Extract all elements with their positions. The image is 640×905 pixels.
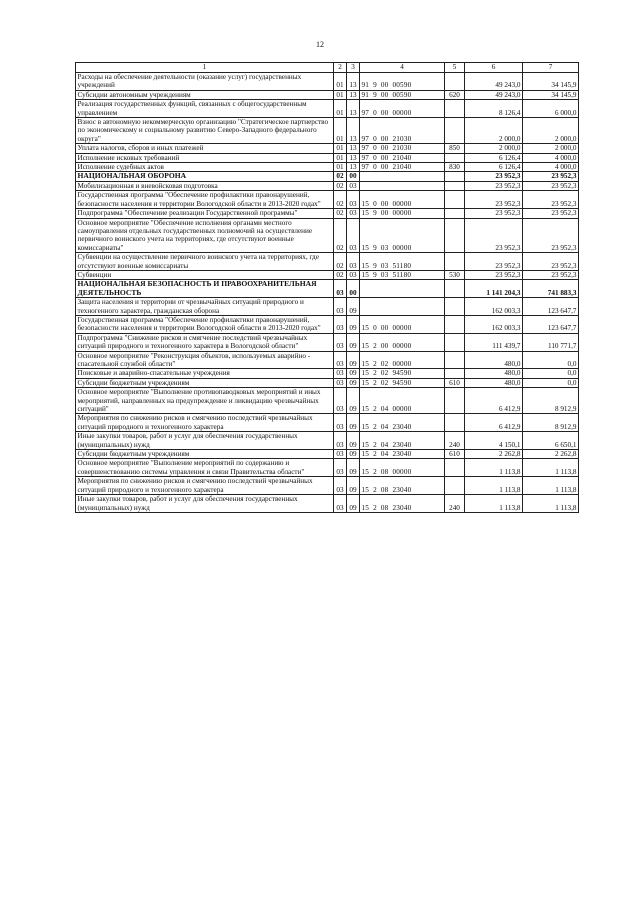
row-section: 03 xyxy=(334,495,347,513)
row-amount-year1: 480,0 xyxy=(465,369,523,378)
header-cell: 5 xyxy=(445,63,465,73)
row-target-article: 15 2 04 23040 xyxy=(360,450,445,459)
row-section: 01 xyxy=(334,153,347,162)
table-row xyxy=(76,315,579,333)
row-expense-type: 830 xyxy=(445,163,465,172)
row-description: Подпрограмма "Обеспечение реализации Государственной программы" xyxy=(76,209,334,218)
row-target-article: 97 0 00 21030 xyxy=(360,144,445,153)
row-description: Мероприятия по снижению рисков и смягчению последствий чрезвычайных ситуаций природного и техногенного характера xyxy=(76,477,334,495)
row-amount-year2: 4 000,0 xyxy=(523,163,579,172)
row-section: 03 xyxy=(334,477,347,495)
row-subsection: 09 xyxy=(347,369,360,378)
row-amount-year1: 480,0 xyxy=(465,378,523,387)
row-amount-year2: 6 650,1 xyxy=(523,432,579,450)
table-row xyxy=(76,495,579,513)
row-expense-type: 240 xyxy=(445,495,465,513)
row-amount-year2: 23 952,3 xyxy=(523,218,579,253)
table-row xyxy=(76,298,579,316)
row-section: 03 xyxy=(334,432,347,450)
row-section: 03 xyxy=(334,414,347,432)
row-description: Защита населения и территории от чрезвычайных ситуаций природного и техногенного характера, гражданская оборона xyxy=(76,298,334,316)
table-row xyxy=(76,477,579,495)
row-amount-year2: 123 647,7 xyxy=(523,298,579,316)
row-target-article: 97 0 00 21030 xyxy=(360,118,445,144)
row-expense-type: 610 xyxy=(445,378,465,387)
row-subsection: 03 xyxy=(347,253,360,271)
table-row xyxy=(76,378,579,387)
row-description: Субсидии бюджетным учреждениям xyxy=(76,450,334,459)
row-amount-year1: 2 000,0 xyxy=(465,118,523,144)
row-subsection: 09 xyxy=(347,495,360,513)
row-subsection: 03 xyxy=(347,270,360,279)
row-subsection: 09 xyxy=(347,414,360,432)
row-target-article: 97 0 00 00000 xyxy=(360,100,445,118)
header-cell: 2 xyxy=(334,63,347,73)
row-subsection: 13 xyxy=(347,100,360,118)
row-amount-year2: 0,0 xyxy=(523,369,579,378)
row-amount-year1: 23 952,3 xyxy=(465,209,523,218)
budget-table xyxy=(75,62,579,513)
row-subsection: 13 xyxy=(347,163,360,172)
row-expense-type xyxy=(445,459,465,477)
row-target-article: 15 9 03 51180 xyxy=(360,253,445,271)
row-target-article: 15 9 03 00000 xyxy=(360,218,445,253)
row-amount-year1: 6 126,4 xyxy=(465,153,523,162)
row-amount-year1: 2 262,8 xyxy=(465,450,523,459)
row-subsection: 00 xyxy=(347,172,360,181)
row-amount-year1: 111 439,7 xyxy=(465,333,523,351)
row-target-article: 15 9 03 51180 xyxy=(360,270,445,279)
row-expense-type xyxy=(445,172,465,181)
row-section: 03 xyxy=(334,450,347,459)
row-amount-year2: 0,0 xyxy=(523,351,579,369)
row-target-article: 91 9 00 00590 xyxy=(360,73,445,91)
row-subsection: 09 xyxy=(347,477,360,495)
row-amount-year2: 1 113,8 xyxy=(523,459,579,477)
row-target-article: 91 9 00 00590 xyxy=(360,90,445,99)
table-row xyxy=(76,73,579,91)
row-amount-year2: 123 647,7 xyxy=(523,315,579,333)
row-expense-type xyxy=(445,388,465,414)
row-description: Поисковые и аварийно-спасательные учреждения xyxy=(76,369,334,378)
row-section: 02 xyxy=(334,172,347,181)
row-section: 03 xyxy=(334,280,347,298)
row-target-article: 15 2 04 23040 xyxy=(360,414,445,432)
row-expense-type xyxy=(445,118,465,144)
row-amount-year2: 741 883,3 xyxy=(523,280,579,298)
row-amount-year1: 49 243,0 xyxy=(465,90,523,99)
row-section: 03 xyxy=(334,315,347,333)
row-expense-type xyxy=(445,280,465,298)
header-cell: 3 xyxy=(347,63,360,73)
row-expense-type: 850 xyxy=(445,144,465,153)
row-subsection: 13 xyxy=(347,90,360,99)
row-amount-year1: 1 113,8 xyxy=(465,495,523,513)
row-target-article: 15 2 00 00000 xyxy=(360,333,445,351)
row-amount-year1: 23 952,3 xyxy=(465,253,523,271)
row-subsection: 09 xyxy=(347,459,360,477)
row-amount-year1: 162 003,3 xyxy=(465,315,523,333)
row-amount-year1: 49 243,0 xyxy=(465,73,523,91)
table-row xyxy=(76,90,579,99)
table-row xyxy=(76,191,579,209)
row-subsection: 13 xyxy=(347,153,360,162)
table-row xyxy=(76,388,579,414)
row-description: Расходы на обеспечение деятельности (оказание услуг) государственных учреждений xyxy=(76,73,334,91)
row-amount-year2: 23 952,3 xyxy=(523,209,579,218)
row-subsection: 13 xyxy=(347,73,360,91)
row-section: 01 xyxy=(334,163,347,172)
row-section: 02 xyxy=(334,218,347,253)
row-amount-year2: 23 952,3 xyxy=(523,253,579,271)
header-row xyxy=(76,63,579,73)
row-subsection: 03 xyxy=(347,209,360,218)
row-section: 03 xyxy=(334,369,347,378)
row-section: 01 xyxy=(334,90,347,99)
row-amount-year1: 480,0 xyxy=(465,351,523,369)
row-section: 02 xyxy=(334,209,347,218)
row-amount-year1: 6 126,4 xyxy=(465,163,523,172)
table-row xyxy=(76,414,579,432)
row-amount-year2: 34 145,9 xyxy=(523,90,579,99)
row-section: 03 xyxy=(334,459,347,477)
row-target-article: 15 2 08 23040 xyxy=(360,477,445,495)
table-row xyxy=(76,209,579,218)
row-amount-year1: 2 000,0 xyxy=(465,144,523,153)
table-row xyxy=(76,163,579,172)
table-body xyxy=(76,73,579,513)
row-description: Исполнение исковых требований xyxy=(76,153,334,162)
row-subsection: 09 xyxy=(347,333,360,351)
row-amount-year1: 23 952,3 xyxy=(465,218,523,253)
row-target-article: 15 2 08 23040 xyxy=(360,495,445,513)
row-section: 03 xyxy=(334,333,347,351)
row-description: Государственная программа "Обеспечение профилактики правонарушений, безопасности населения и территории Вологодской области в 2013-2020 годах" xyxy=(76,191,334,209)
row-section: 03 xyxy=(334,378,347,387)
row-description: НАЦИОНАЛЬНАЯ БЕЗОПАСНОСТЬ И ПРАВООХРАНИТЕЛЬНАЯ ДЕЯТЕЛЬНОСТЬ xyxy=(76,280,334,298)
row-target-article: 15 2 04 23040 xyxy=(360,432,445,450)
row-amount-year1: 23 952,3 xyxy=(465,191,523,209)
row-expense-type xyxy=(445,73,465,91)
row-section: 03 xyxy=(334,388,347,414)
row-description: Реализация государственных функций, связанных с общегосударственным управлением xyxy=(76,100,334,118)
row-amount-year1: 1 113,8 xyxy=(465,459,523,477)
row-subsection: 09 xyxy=(347,388,360,414)
row-description: Мобилизационная и вневойсковая подготовка xyxy=(76,181,334,190)
row-description: Субсидии бюджетным учреждениям xyxy=(76,378,334,387)
row-target-article: 15 0 00 00000 xyxy=(360,191,445,209)
row-amount-year1: 1 141 204,3 xyxy=(465,280,523,298)
row-description: НАЦИОНАЛЬНАЯ ОБОРОНА xyxy=(76,172,334,181)
row-target-article xyxy=(360,280,445,298)
row-amount-year2: 110 771,7 xyxy=(523,333,579,351)
row-description: Государственная программа "Обеспечение профилактики правонарушений, безопасности населения и территории Вологодской области в 2013-2020 годах" xyxy=(76,315,334,333)
row-amount-year1: 162 003,3 xyxy=(465,298,523,316)
table-row xyxy=(76,432,579,450)
row-expense-type xyxy=(445,209,465,218)
row-subsection: 09 xyxy=(347,315,360,333)
table-row xyxy=(76,153,579,162)
section-total-row xyxy=(76,172,579,181)
row-description: Мероприятия по снижению рисков и смягчению последствий чрезвычайных ситуаций природного и техногенного характера xyxy=(76,414,334,432)
table-row xyxy=(76,144,579,153)
row-expense-type xyxy=(445,333,465,351)
row-section: 01 xyxy=(334,144,347,153)
row-expense-type xyxy=(445,181,465,190)
row-target-article: 97 0 00 21040 xyxy=(360,153,445,162)
row-expense-type xyxy=(445,191,465,209)
row-subsection: 09 xyxy=(347,432,360,450)
row-expense-type xyxy=(445,253,465,271)
header-cell: 4 xyxy=(360,63,445,73)
row-amount-year2: 8 912,9 xyxy=(523,388,579,414)
header-cell: 6 xyxy=(465,63,523,73)
table-row xyxy=(76,450,579,459)
table-row xyxy=(76,333,579,351)
row-amount-year2: 2 000,0 xyxy=(523,144,579,153)
table-row xyxy=(76,253,579,271)
table-row xyxy=(76,181,579,190)
row-amount-year1: 23 952,3 xyxy=(465,172,523,181)
row-amount-year1: 23 952,3 xyxy=(465,270,523,279)
row-target-article: 15 9 00 00000 xyxy=(360,209,445,218)
row-amount-year2: 2 262,8 xyxy=(523,450,579,459)
row-amount-year2: 6 000,0 xyxy=(523,100,579,118)
row-description: Субвенции на осуществление первичного воинского учета на территориях, где отсутствуют военные комиссариаты xyxy=(76,253,334,271)
table-row xyxy=(76,459,579,477)
row-target-article xyxy=(360,181,445,190)
row-description: Основное мероприятие "Реконструкция объектов, используемых аварийно - спасательной службой области" xyxy=(76,351,334,369)
row-amount-year1: 4 150,1 xyxy=(465,432,523,450)
row-description: Субвенции xyxy=(76,270,334,279)
row-expense-type xyxy=(445,218,465,253)
row-expense-type: 240 xyxy=(445,432,465,450)
row-subsection: 03 xyxy=(347,181,360,190)
row-expense-type: 620 xyxy=(445,90,465,99)
row-section: 02 xyxy=(334,191,347,209)
row-expense-type: 530 xyxy=(445,270,465,279)
table-row xyxy=(76,369,579,378)
row-description: Основное мероприятие "Выполнение мероприятий по содержанию и совершенствованию системы управления и связи Правительства области" xyxy=(76,459,334,477)
row-target-article: 15 0 00 00000 xyxy=(360,315,445,333)
row-expense-type xyxy=(445,414,465,432)
row-amount-year2: 34 145,9 xyxy=(523,73,579,91)
row-description: Иные закупки товаров, работ и услуг для обеспечения государственных (муниципальных) нужд xyxy=(76,495,334,513)
row-description: Основное мероприятие "Обеспечение исполнения органами местного самоуправления отдельных государственных полномочий на осуществление первичного воинского учета на территориях, где отсутствуют военные комиссариаты" xyxy=(76,218,334,253)
row-amount-year2: 23 952,3 xyxy=(523,191,579,209)
row-amount-year2: 2 000,0 xyxy=(523,118,579,144)
row-description: Исполнение судебных актов xyxy=(76,163,334,172)
row-amount-year2: 23 952,3 xyxy=(523,172,579,181)
header-cell: 1 xyxy=(76,63,334,73)
row-amount-year1: 6 412,9 xyxy=(465,388,523,414)
table-row xyxy=(76,218,579,253)
row-amount-year1: 8 126,4 xyxy=(465,100,523,118)
row-subsection: 09 xyxy=(347,298,360,316)
row-subsection: 09 xyxy=(347,351,360,369)
row-subsection: 09 xyxy=(347,450,360,459)
row-amount-year1: 1 113,8 xyxy=(465,477,523,495)
row-description: Взнос в автономную некоммерческую организацию "Стратегическое партнерство по экономическому и социальному развитию Северо-Западного федерального округа" xyxy=(76,118,334,144)
table-row xyxy=(76,270,579,279)
row-expense-type xyxy=(445,477,465,495)
row-amount-year2: 1 113,8 xyxy=(523,495,579,513)
table-row xyxy=(76,100,579,118)
row-expense-type xyxy=(445,153,465,162)
row-section: 02 xyxy=(334,253,347,271)
row-description: Основное мероприятие "Выполнение противопаводковых мероприятий и иных мероприятий, направленных на предупреждение и ликвидацию чрезвычайных ситуаций" xyxy=(76,388,334,414)
row-section: 03 xyxy=(334,351,347,369)
row-target-article xyxy=(360,298,445,316)
row-description: Подпрограмма "Снижение рисков и смягчение последствий чрезвычайных ситуаций природного и техногенного характера в Вологодской области" xyxy=(76,333,334,351)
row-amount-year2: 1 113,8 xyxy=(523,477,579,495)
table-row xyxy=(76,118,579,144)
header-cell: 7 xyxy=(523,63,579,73)
row-amount-year2: 4 000,0 xyxy=(523,153,579,162)
row-target-article: 15 2 02 94590 xyxy=(360,378,445,387)
row-amount-year2: 0,0 xyxy=(523,378,579,387)
row-section: 01 xyxy=(334,118,347,144)
row-amount-year1: 6 412,9 xyxy=(465,414,523,432)
row-subsection: 03 xyxy=(347,218,360,253)
row-amount-year1: 23 952,3 xyxy=(465,181,523,190)
row-subsection: 00 xyxy=(347,280,360,298)
row-target-article: 15 2 04 00000 xyxy=(360,388,445,414)
row-amount-year2: 23 952,3 xyxy=(523,270,579,279)
row-section: 03 xyxy=(334,298,347,316)
section-total-row xyxy=(76,280,579,298)
row-subsection: 03 xyxy=(347,191,360,209)
row-expense-type xyxy=(445,369,465,378)
row-section: 02 xyxy=(334,181,347,190)
row-section: 01 xyxy=(334,73,347,91)
table-row xyxy=(76,351,579,369)
row-description: Субсидии автономным учреждениям xyxy=(76,90,334,99)
row-expense-type xyxy=(445,100,465,118)
row-target-article xyxy=(360,172,445,181)
row-amount-year2: 8 912,9 xyxy=(523,414,579,432)
page-number: 12 xyxy=(316,40,324,49)
row-target-article: 15 2 02 94590 xyxy=(360,369,445,378)
row-subsection: 09 xyxy=(347,378,360,387)
row-target-article: 15 2 02 00000 xyxy=(360,351,445,369)
row-section: 02 xyxy=(334,270,347,279)
row-target-article: 15 2 08 00000 xyxy=(360,459,445,477)
row-expense-type xyxy=(445,298,465,316)
row-description: Иные закупки товаров, работ и услуг для обеспечения государственных (муниципальных) нужд xyxy=(76,432,334,450)
row-target-article: 97 0 00 21040 xyxy=(360,163,445,172)
row-amount-year2: 23 952,3 xyxy=(523,181,579,190)
row-section: 01 xyxy=(334,100,347,118)
row-expense-type xyxy=(445,351,465,369)
row-subsection: 13 xyxy=(347,118,360,144)
row-expense-type xyxy=(445,315,465,333)
row-description: Уплата налогов, сборов и иных платежей xyxy=(76,144,334,153)
row-subsection: 13 xyxy=(347,144,360,153)
row-expense-type: 610 xyxy=(445,450,465,459)
